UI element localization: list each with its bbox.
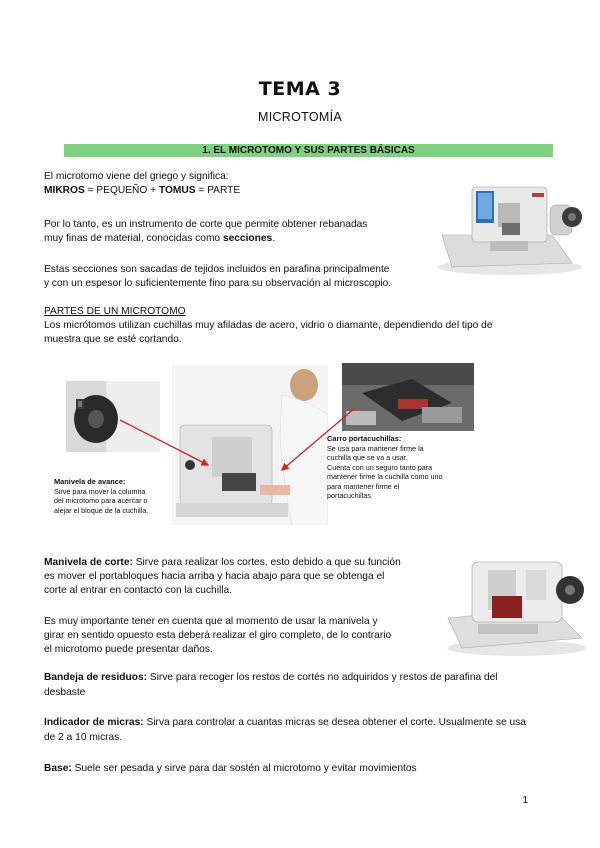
bandeja-line-2: desbaste bbox=[44, 687, 86, 698]
manivela-corte-line-1 bbox=[44, 556, 401, 570]
caption-manivela-line: Sirve para mover la columna bbox=[54, 486, 146, 496]
page-title: TEMA 3 bbox=[258, 78, 342, 100]
intro-p3-line-2: y con un espesor lo suficientemente fino para su observación al microscopio. bbox=[44, 278, 392, 289]
intro-p2-line-1: Por lo tanto, es un instrumento de corte que permite obtener rebanadas bbox=[44, 219, 368, 230]
micras-line-1 bbox=[44, 716, 526, 730]
caption-manivela-title: Manivela de avance: bbox=[54, 477, 126, 486]
arrow-carro-portacuchillas bbox=[282, 408, 355, 470]
secciones-term: secciones bbox=[222, 233, 273, 244]
section-heading: 1. EL MICROTOMO Y SUS PARTES BÁSICAS bbox=[64, 144, 553, 157]
arrow-manivela-avance bbox=[120, 420, 208, 465]
manivela-corte-line-2: es mover el portabloques hacia arriba y hacia abajo para que se obtenga el bbox=[44, 571, 385, 582]
intro-p2-text: muy finas de material, conocidas como bbox=[44, 233, 223, 244]
caption-carro-title: Carro portacuchillas: bbox=[327, 434, 402, 443]
manivela-corte-label: Manivela de corte: bbox=[44, 557, 133, 568]
bandeja-label: Bandeja de residuos: bbox=[44, 672, 148, 683]
page-subtitle: MICROTOMÍA bbox=[257, 110, 343, 124]
mikros-term: MIKROS bbox=[44, 185, 85, 196]
parts-line-1: Los micrótomos utilizan cuchillas muy afiladas de acero, vidrio o diamante, dependiendo del tipo de bbox=[44, 320, 493, 331]
intro-p3-line-1: Estas secciones son sacadas de tejidos incluidos en parafina principalmente bbox=[44, 264, 390, 275]
bandeja-line-1 bbox=[44, 671, 498, 685]
warning-line-1: Es muy importante tener en cuenta que al momento de usar la manivela y bbox=[44, 616, 378, 627]
micras-text: Sirva para controlar a cuantas micras se desea obtener el corte. Usualmente se usa bbox=[143, 717, 526, 728]
caption-carro-line: portacuchillas bbox=[327, 491, 371, 500]
caption-carro-line: para mantener firme el bbox=[327, 481, 400, 491]
bandeja-text: Sirve para recoger los restos de cortés no adquiridos y restos de parafina del bbox=[147, 672, 498, 683]
parts-line-2: muestra que se esté cortando. bbox=[44, 334, 182, 345]
tomus-term: TOMUS bbox=[158, 185, 196, 196]
caption-carro-line: cuchilla que se va a usar. bbox=[327, 453, 408, 462]
base-line-1 bbox=[44, 762, 417, 776]
warning-line-2: girar en sentido opuesto esta deberá realizar el giro completo, de lo contrario bbox=[44, 630, 392, 641]
warning-line-3: el microtomo puede presentar daños. bbox=[44, 644, 213, 655]
intro-p2-end: . bbox=[272, 233, 276, 244]
base-text: Suele ser pesada y sirve para dar sostén al microtomo y evitar movimientos bbox=[71, 763, 417, 774]
manivela-corte-line-3: corte al entrar en contacto con la cuchilla. bbox=[44, 585, 233, 596]
page-number: 1 bbox=[522, 795, 528, 806]
etymology-eq-2: = PARTE bbox=[195, 185, 241, 196]
caption-manivela-line: alejar el bloque de la cuchilla. bbox=[54, 505, 149, 515]
intro-line-1: El microtomo viene del griego y significa: bbox=[44, 171, 229, 182]
micras-label: Indicador de micras: bbox=[44, 717, 144, 728]
caption-manivela-line: del microtomo para acercar o bbox=[54, 496, 148, 505]
parts-heading: PARTES DE UN MICROTOMO bbox=[44, 306, 186, 317]
caption-carro-line: Se usa para mantener firme la bbox=[327, 443, 424, 453]
micras-line-2: de 2 a 10 micras. bbox=[44, 732, 123, 743]
manivela-corte-text: Sirve para realizar los cortes, esto debido a que su función bbox=[132, 557, 401, 568]
microtome-image-2 bbox=[442, 548, 592, 658]
base-label: Base: bbox=[44, 763, 72, 774]
caption-carro-line: Cuenta con un seguro tanto para bbox=[327, 462, 433, 472]
etymology-eq-1: = PEQUEÑO + bbox=[84, 185, 159, 196]
caption-carro-line: mantener firme la cuchilla como uno bbox=[327, 472, 443, 481]
